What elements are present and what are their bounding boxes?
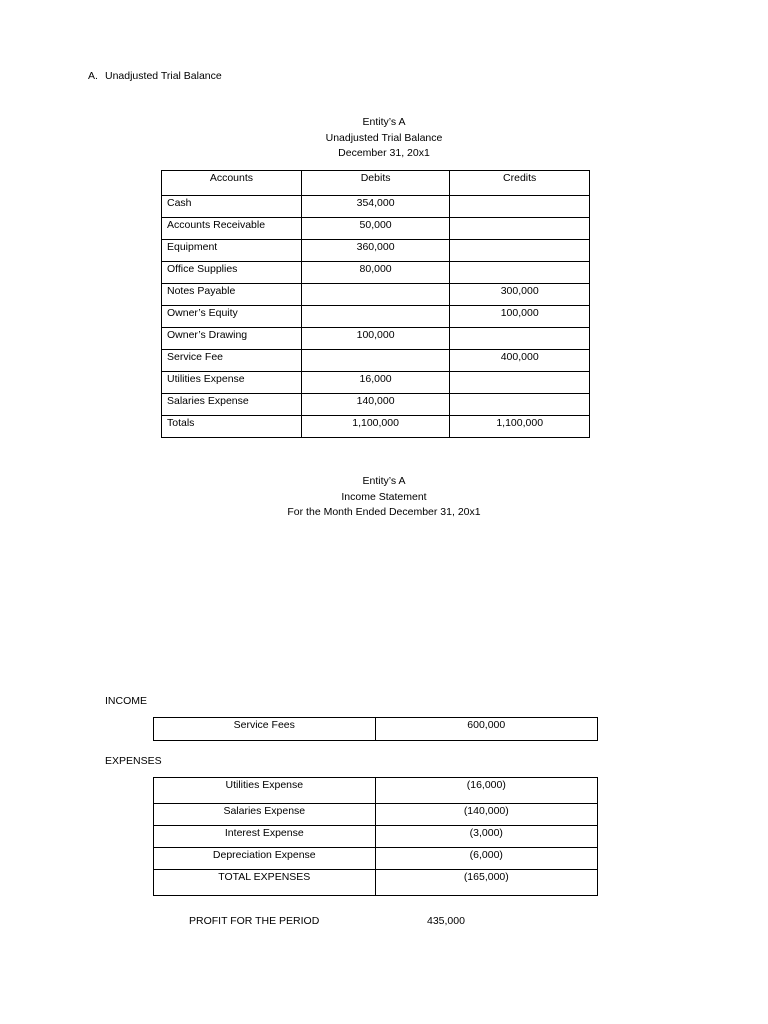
debit-value: 354,000	[301, 196, 450, 218]
table-header-row	[162, 171, 590, 196]
credit-value: 400,000	[450, 350, 590, 372]
expense-row	[154, 826, 598, 848]
account-name: Service Fee	[162, 350, 302, 372]
is-entity-name: Entity’s A	[362, 475, 406, 487]
trial-balance-heading	[0, 115, 768, 162]
credit-value	[450, 196, 590, 218]
expense-row	[154, 848, 598, 870]
header-accounts: Accounts	[162, 171, 302, 196]
income-row	[154, 718, 598, 741]
income-table	[153, 717, 598, 741]
expense-amount: (16,000)	[375, 778, 597, 804]
expense-amount: (3,000)	[375, 826, 597, 848]
header-credits: Credits	[450, 171, 590, 196]
profit-label: PROFIT FOR THE PERIOD	[189, 915, 320, 927]
debit-value: 16,000	[301, 372, 450, 394]
table-row	[162, 218, 590, 240]
account-name: Equipment	[162, 240, 302, 262]
debit-value	[301, 284, 450, 306]
expense-item: Depreciation Expense	[154, 848, 376, 870]
debit-value	[301, 350, 450, 372]
income-amount: 600,000	[375, 718, 597, 741]
expense-row	[154, 778, 598, 804]
credit-value: 100,000	[450, 306, 590, 328]
account-name: Office Supplies	[162, 262, 302, 284]
tb-title: Unadjusted Trial Balance	[325, 131, 443, 144]
account-name: Accounts Receivable	[162, 218, 302, 240]
income-item: Service Fees	[154, 718, 376, 741]
credit-value	[450, 328, 590, 350]
table-row	[162, 284, 590, 306]
table-row	[162, 196, 590, 218]
account-name: Owner’s Drawing	[162, 328, 302, 350]
table-row	[162, 262, 590, 284]
debit-value: 140,000	[301, 394, 450, 416]
credit-value: 300,000	[450, 284, 590, 306]
credit-value	[450, 240, 590, 262]
profit-value: 435,000	[427, 915, 465, 927]
credit-value: 1,100,000	[450, 416, 590, 438]
expense-item: TOTAL EXPENSES	[154, 870, 376, 896]
account-name: Utilities Expense	[162, 372, 302, 394]
expenses-label: EXPENSES	[105, 755, 162, 767]
section-heading	[88, 70, 222, 82]
debit-value: 100,000	[301, 328, 450, 350]
expense-amount: (165,000)	[375, 870, 597, 896]
income-statement-heading	[0, 474, 768, 521]
debit-value	[301, 306, 450, 328]
account-name: Notes Payable	[162, 284, 302, 306]
credit-value	[450, 218, 590, 240]
account-name: Salaries Expense	[162, 394, 302, 416]
table-row	[162, 350, 590, 372]
income-label: INCOME	[105, 695, 147, 707]
table-row	[162, 394, 590, 416]
table-row	[162, 372, 590, 394]
is-title: Income Statement	[341, 490, 427, 503]
debit-value: 80,000	[301, 262, 450, 284]
debit-value: 360,000	[301, 240, 450, 262]
credit-value	[450, 262, 590, 284]
is-period: For the Month Ended December 31, 20x1	[287, 506, 481, 518]
trial-balance-table	[161, 170, 590, 438]
expense-item: Utilities Expense	[154, 778, 376, 804]
table-row	[162, 306, 590, 328]
account-name: Owner’s Equity	[162, 306, 302, 328]
expense-amount: (6,000)	[375, 848, 597, 870]
credit-value	[450, 372, 590, 394]
expense-item: Interest Expense	[154, 826, 376, 848]
expenses-table	[153, 777, 598, 896]
account-name: Cash	[162, 196, 302, 218]
expense-item: Salaries Expense	[154, 804, 376, 826]
account-name: Totals	[162, 416, 302, 438]
header-debits: Debits	[301, 171, 450, 196]
debit-value: 1,100,000	[301, 416, 450, 438]
expense-row	[154, 804, 598, 826]
section-title: Unadjusted Trial Balance	[105, 70, 222, 82]
total-expenses-row	[154, 870, 598, 896]
credit-value	[450, 394, 590, 416]
expense-amount: (140,000)	[375, 804, 597, 826]
debit-value: 50,000	[301, 218, 450, 240]
tb-entity-name: Entity’s A	[362, 116, 406, 128]
section-letter: A.	[88, 70, 98, 82]
table-row	[162, 328, 590, 350]
tb-date: December 31, 20x1	[338, 147, 430, 159]
table-row	[162, 416, 590, 438]
table-row	[162, 240, 590, 262]
